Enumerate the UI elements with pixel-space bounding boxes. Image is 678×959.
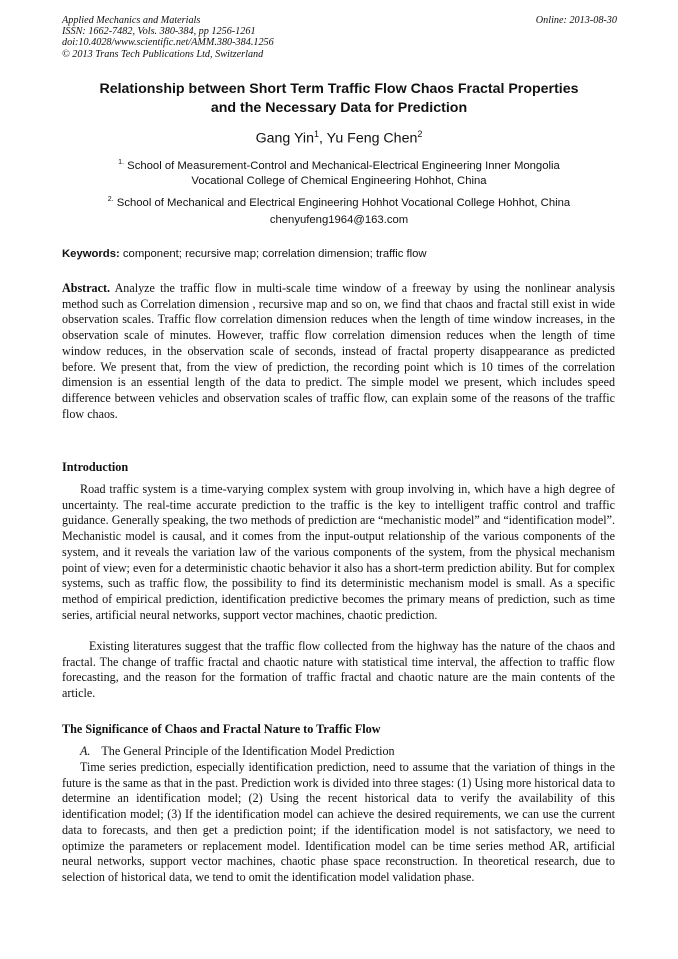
keywords (62, 248, 617, 260)
subsection-title: The General Principle of the Identification Model Prediction (101, 744, 395, 758)
section-heading-significance: The Significance of Chaos and Fractal Nature to Traffic Flow (62, 722, 381, 736)
affiliation-1 (60, 155, 618, 189)
affiliation-mark: 1. (118, 159, 125, 166)
author-name: Yu Feng Chen (326, 130, 418, 147)
author-email: chenyufeng1964@163.com (269, 214, 409, 226)
affiliation-mark: 2. (107, 196, 114, 203)
affiliation-text: School of Mechanical and Electrical Engineering Hohhot Vocational College Hohhot, China (116, 196, 571, 209)
copyright-line: © 2013 Trans Tech Publications Ltd, Switzerland (62, 48, 264, 60)
abstract (62, 281, 615, 422)
significance-paragraph-1: Time series prediction, especially identification prediction, need to assume that the variation of things in the future is the same as that in the past. Prediction work is divided into three stages: (1) Using more historical data to determine an identification model; (2) Using the recent historical data to verify the availability of this identification model; (3) If the identification model can achieve the desired requirements, we can use the current data to forecasts, and then get a prediction point; if the identification model is not satisfactory, we need to optimize the parameters or replacement model. Identification model can be time series method AR, artificial neural networks, support vector machines, chaotic phase space reconstruction. In theoretical research, due to selection of historical data, we tend to omit the identification model validation phase. (62, 760, 615, 884)
paper-title (40, 80, 638, 118)
section-heading-introduction: Introduction (62, 460, 129, 474)
affiliation-2 (60, 192, 618, 211)
introduction-paragraph-2: Existing literatures suggest that the traffic flow collected from the highway has the nature of the chaos and fractal. The change of traffic fractal and chaotic nature with statistical time interval, the affection to traffic flow forecasting, and the reason for the formation of traffic fractal and chaotic nature are the main contents of the article. (62, 639, 615, 701)
abstract-text: Analyze the traffic flow in multi-scale time window of a freeway by using the nonlinear analysis method such as Correlation dimension , recursive map and so on, we find that chaos and fractal still exist in wide observation scales. Traffic flow correlation dimension reduces when the length of time window increases, in the observation scale of minutes. However, traffic flow correlation dimension reduces when the length of time window reduces, in the observation scale of seconds, instead of fractal property disappearance as predicted before. We present that, from the view of prediction, the recording point which is 10 times of the correlation dimension is an essential length of the data to predict. The simple model we present, which includes speed difference between vehicles and observation scales of traffic flow, can explain some of the reasons of the traffic flow chaos. (62, 281, 615, 421)
subsection-heading (80, 744, 395, 759)
introduction-paragraph-1: Road traffic system is a time-varying complex system with group involving in, which have a high degree of uncertainty. The real-time accurate prediction to the traffic is the key to intelligent traffic control and traffic guidance. Generally speaking, the two methods of prediction are “mechanistic model” and “identification model”. Mechanistic model is causal, and it comes from the input-output relationship of the various components of the system, and it reveals the variation law of the various components of the system, from the physical mechanism point of view; even for a deterministic chaotic behavior it also has a short-term prediction ability. But for complex systems, such as traffic flow, the possibility to find its deterministic mechanism model is small. As a specific method of empirical prediction, identification predictive becomes the primary means of prediction, such as time series, artificial neural networks, support vector machines, chaotic prediction. (62, 482, 615, 622)
title-line-2: and the Necessary Data for Prediction (210, 100, 468, 116)
author-affiliation-mark: 1 (313, 129, 319, 139)
journal-name: Applied Mechanics and Materials (62, 15, 201, 26)
issn-line: ISSN: 1662-7482, Vols. 380-384, pp 1256-1261 (62, 26, 256, 38)
affiliation-text: School of Measurement-Control and Mechanical-Electrical Engineering Inner Mongolia (127, 159, 560, 172)
keywords-label: Keywords: (62, 248, 120, 260)
keywords-text: component; recursive map; correlation dimension; traffic flow (119, 248, 427, 260)
affiliation-text: Vocational College of Chemical Engineering Hohhot, China (191, 174, 487, 187)
doi-line: doi:10.4028/www.scientific.net/AMM.380-384.1256 (62, 37, 274, 49)
online-date: Online: 2013-08-30 (535, 15, 617, 26)
journal-header (62, 15, 617, 60)
subsection-mark: A. (80, 744, 91, 758)
author-separator: , (319, 130, 327, 147)
author-list (40, 129, 638, 147)
abstract-label: Abstract. (62, 281, 111, 295)
title-line-1: Relationship between Short Term Traffic Flow Chaos Fractal Properties (99, 81, 579, 97)
author-name: Gang Yin (255, 130, 314, 147)
author-affiliation-mark: 2 (417, 129, 423, 139)
